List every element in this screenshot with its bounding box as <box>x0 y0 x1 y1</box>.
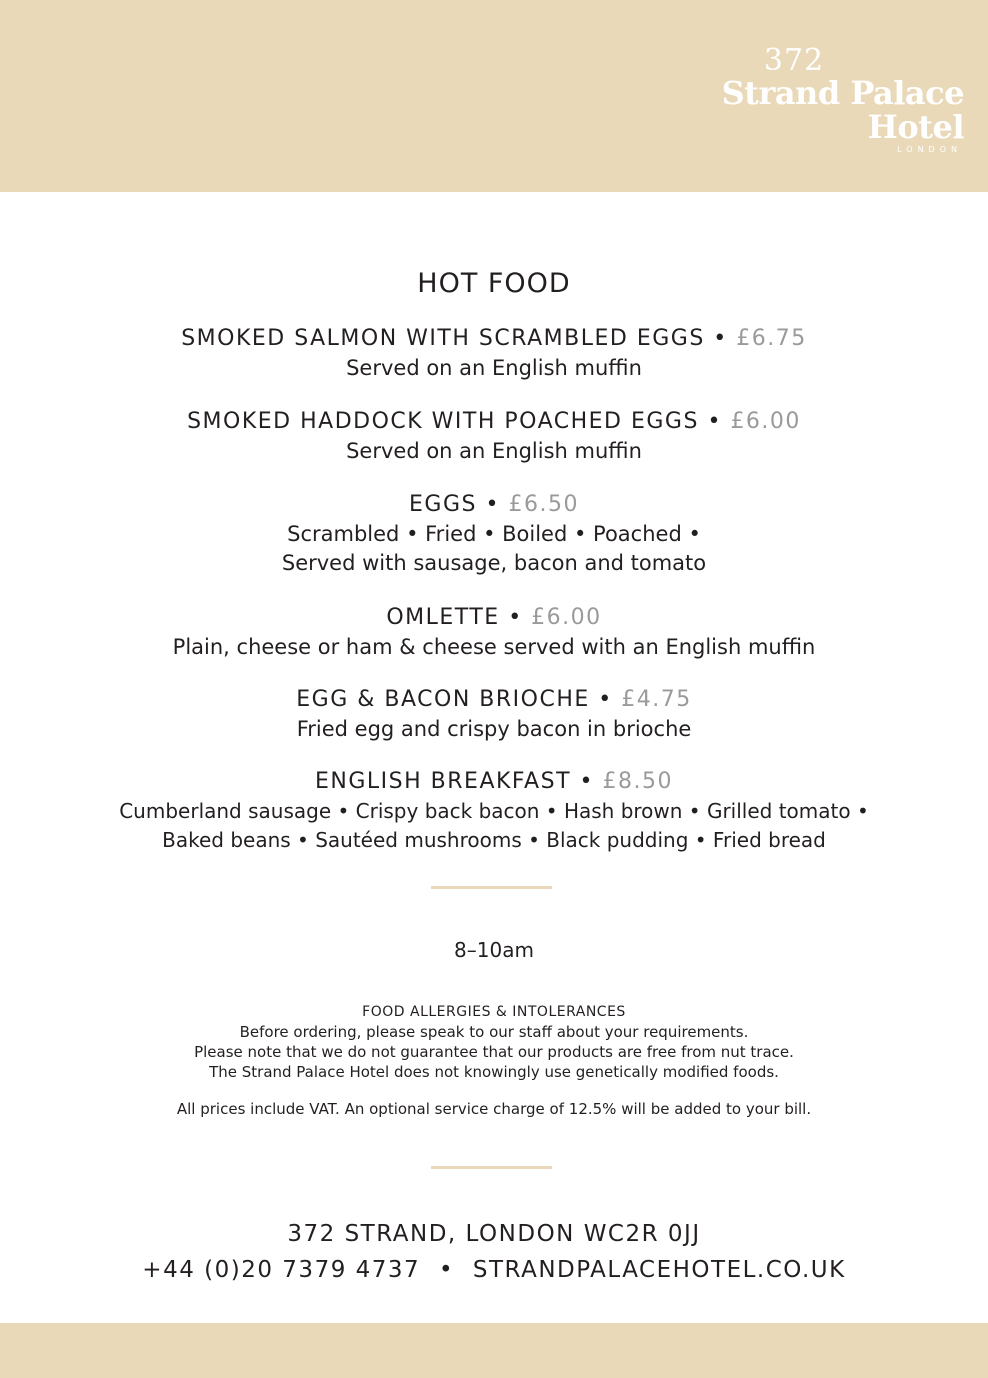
separator-dot: • <box>598 687 613 712</box>
logo-number: 372 <box>763 43 825 78</box>
menu-item-header <box>0 603 988 633</box>
phone-number: +44 (0)20 7379 4737 <box>142 1257 421 1283</box>
menu-item-name: EGG & BACON BRIOCHE <box>296 687 590 712</box>
menu-item-description: Baked beans • Sautéed mushrooms • Black pudding • Fried bread <box>162 828 826 852</box>
menu-item <box>0 407 988 466</box>
section-title: HOT FOOD <box>417 268 571 299</box>
separator-dot: • <box>439 1257 455 1283</box>
separator-dot: • <box>713 326 728 351</box>
allergy-line: Before ordering, please speak to our staff about your requirements. <box>239 1023 749 1041</box>
menu-item-name: SMOKED HADDOCK WITH POACHED EGGS <box>187 409 699 434</box>
menu-item-name: EGGS <box>409 492 477 517</box>
menu-item-description: Scrambled • Fried • Boiled • Poached • <box>287 522 701 546</box>
menu-item-description: Served on an English muffin <box>346 439 642 463</box>
contact-line <box>0 1252 988 1288</box>
menu-item-price: £6.00 <box>730 409 801 434</box>
menu-item <box>0 603 988 662</box>
logo-name: Strand Palace Hotel <box>721 74 964 146</box>
menu-item <box>0 685 988 744</box>
menu-item-header <box>0 685 988 715</box>
address: 372 STRAND, LONDON WC2R 0JJ <box>287 1221 701 1247</box>
menu-item-description: Cumberland sausage • Crispy back bacon • Hash brown • Grilled tomato • <box>119 799 869 823</box>
service-hours: 8–10am <box>454 938 534 962</box>
footer-band <box>0 1323 988 1378</box>
menu-item-name: ENGLISH BREAKFAST <box>315 769 572 794</box>
menu-item-description: Fried egg and crispy bacon in brioche <box>296 717 692 741</box>
menu-item-name: OMLETTE <box>386 605 500 630</box>
separator-dot: • <box>485 492 500 517</box>
menu-item-header <box>0 324 988 354</box>
allergy-line: Please note that we do not guarantee that our products are free from nut trace. <box>194 1043 794 1061</box>
allergy-title: FOOD ALLERGIES & INTOLERANCES <box>362 1004 626 1020</box>
menu-item-price: £6.50 <box>508 492 579 517</box>
separator-dot: • <box>707 409 722 434</box>
contact-block <box>0 1216 988 1288</box>
menu-item-description: Served with sausage, bacon and tomato <box>281 551 707 575</box>
menu-item <box>0 767 988 855</box>
divider <box>431 1166 552 1169</box>
menu-item-price: £4.75 <box>621 687 692 712</box>
allergy-notice <box>0 1002 988 1082</box>
menu-item-description: Plain, cheese or ham & cheese served with an English muffin <box>172 635 816 659</box>
menu-item <box>0 324 988 383</box>
menu-item-price: £6.75 <box>736 326 807 351</box>
menu-item-description: Served on an English muffin <box>346 356 642 380</box>
logo-city: LONDON <box>897 145 962 154</box>
menu-item-price: £6.00 <box>531 605 602 630</box>
menu-item-header <box>0 490 988 520</box>
menu-item-name: SMOKED SALMON WITH SCRAMBLED EGGS <box>181 326 705 351</box>
vat-note: All prices include VAT. An optional service charge of 12.5% will be added to your bill. <box>176 1100 812 1118</box>
hotel-logo <box>644 43 964 156</box>
menu-item-header <box>0 407 988 437</box>
divider <box>431 886 552 889</box>
menu-item <box>0 490 988 578</box>
website-link[interactable]: STRANDPALACEHOTEL.CO.UK <box>472 1257 846 1283</box>
menu-item-header <box>0 767 988 797</box>
allergy-line: The Strand Palace Hotel does not knowingly use genetically modified foods. <box>209 1063 779 1081</box>
separator-dot: • <box>579 769 594 794</box>
menu-item-price: £8.50 <box>602 769 673 794</box>
separator-dot: • <box>508 605 523 630</box>
